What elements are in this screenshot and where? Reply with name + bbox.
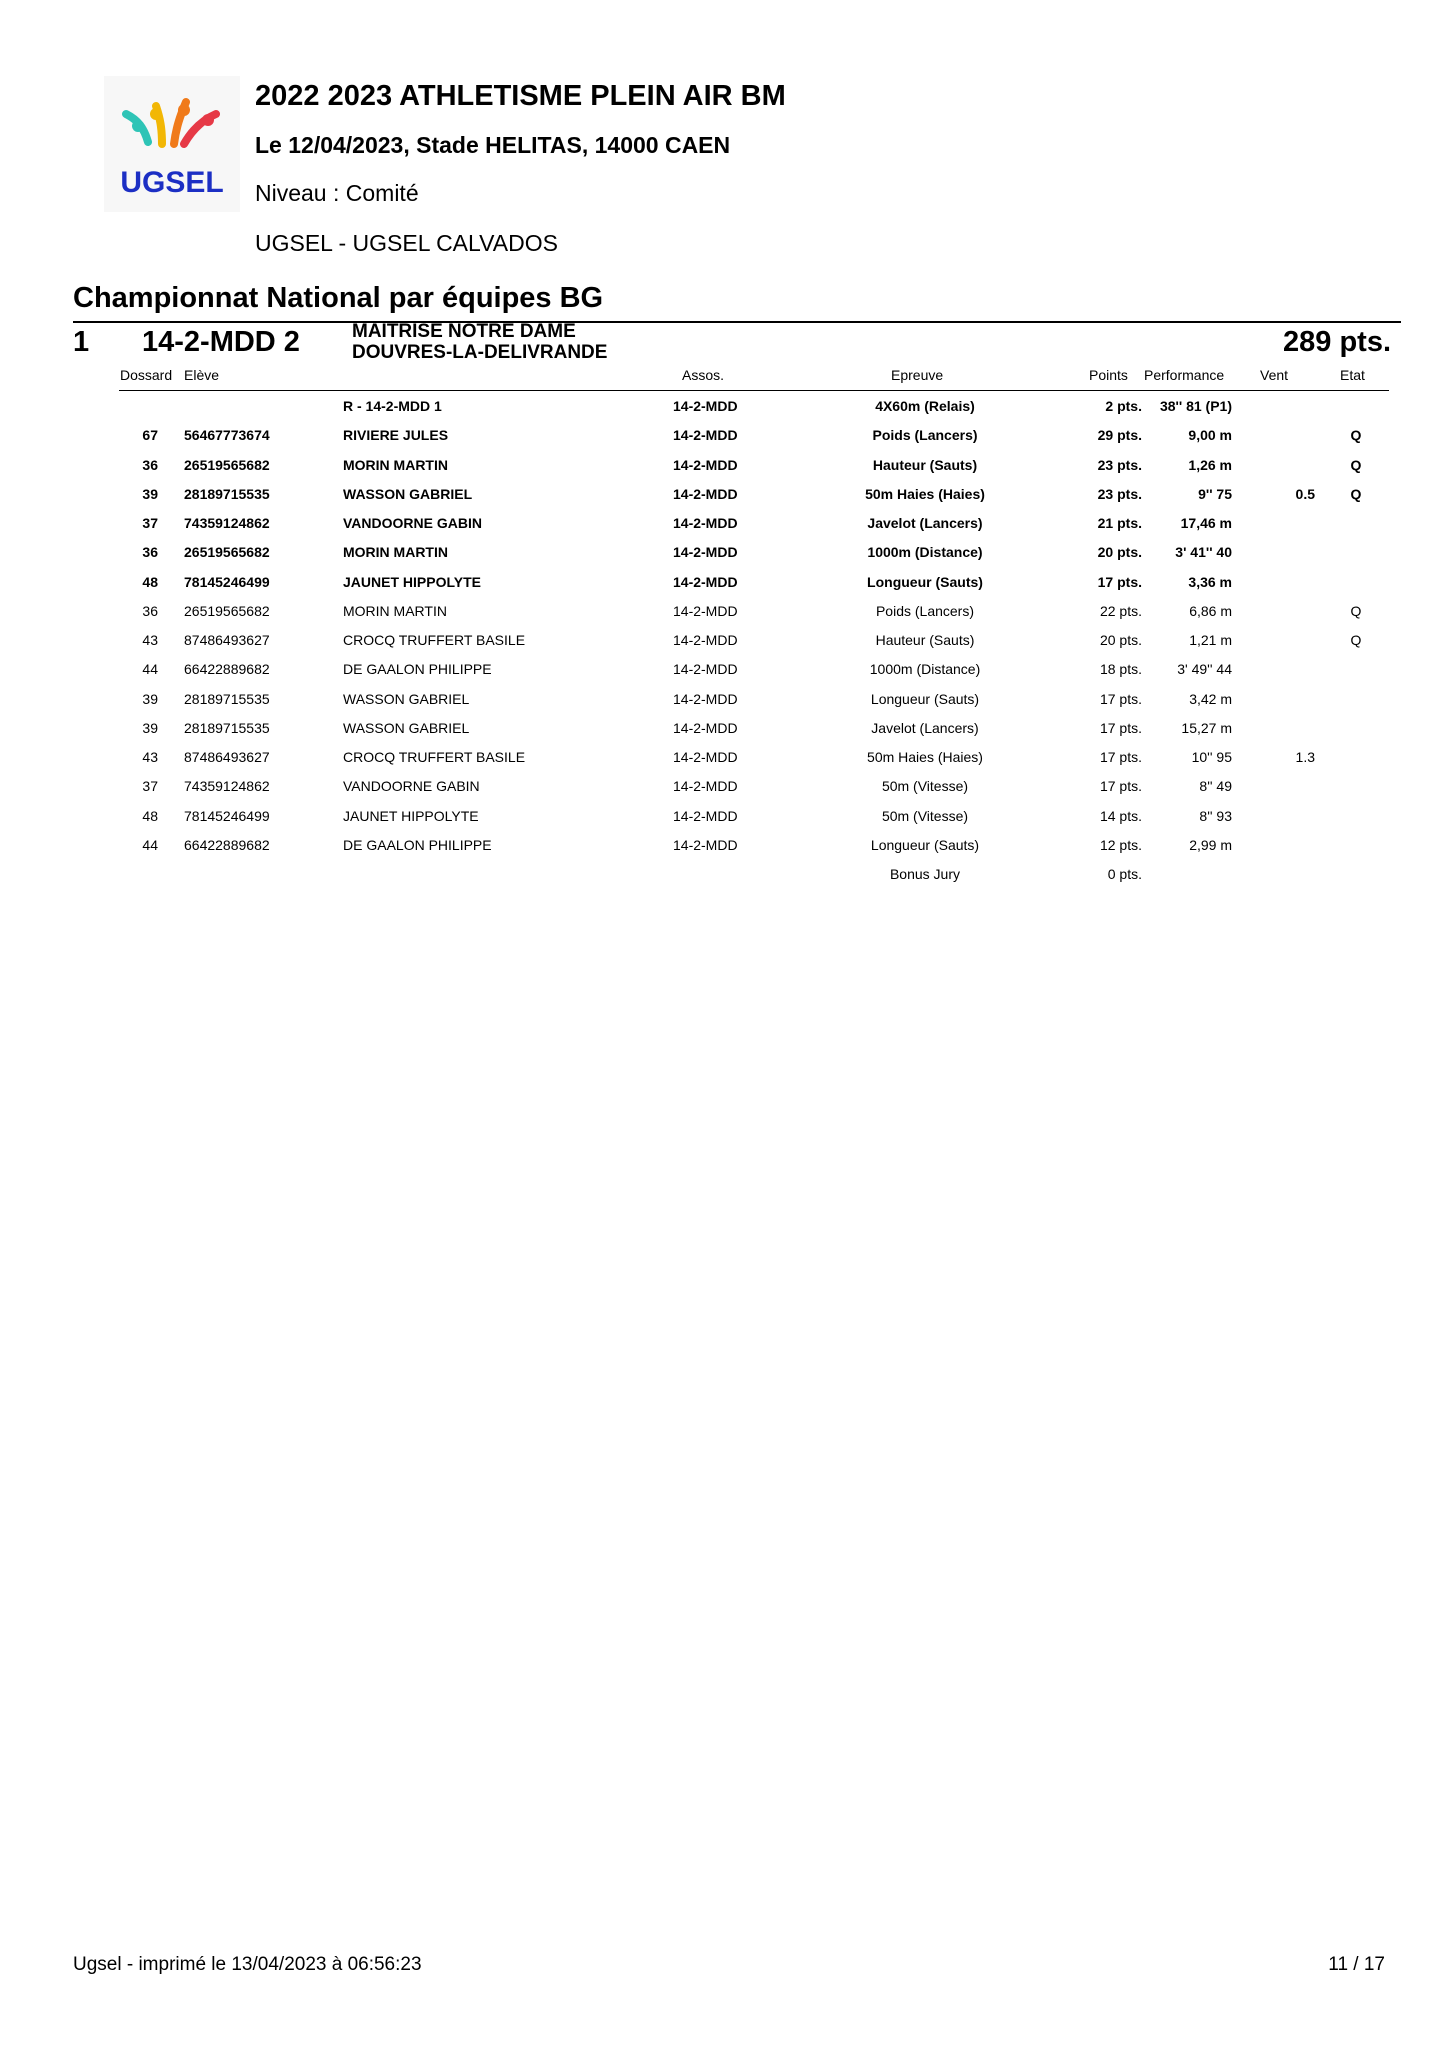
row-performance: 9,00 m [1188,427,1232,444]
row-association: 14-2-MDD [673,690,738,707]
row-performance: 17,46 m [1180,515,1232,531]
row-dossard: 39 [142,719,158,736]
table-row [0,802,1448,831]
row-association: 14-2-MDD [673,836,738,853]
row-student-id: 28189715535 [184,719,270,736]
row-student-id: 28189715535 [184,690,270,707]
row-student-name: DE GAALON PHILIPPE [343,661,492,678]
row-performance: 3' 49'' 44 [1177,661,1232,678]
row-performance: 3,42 m [1189,690,1232,707]
row-performance: 15,27 m [1181,719,1232,736]
row-points: 17 pts. [1097,573,1142,590]
school-city: DOUVRES-LA-DELIVRANDE [352,342,608,363]
row-event: Hauteur (Sauts) [872,456,978,473]
table-row [0,714,1448,743]
column-header-eleve: Elève [184,367,220,383]
row-event: 1000m (Distance) [869,661,981,678]
print-timestamp: Ugsel - imprimé le 13/04/2023 à 06:56:23 [73,1954,422,1975]
row-points: 18 pts. [1099,661,1142,678]
column-header-performance: Performance [1144,367,1225,383]
table-row [0,480,1448,509]
row-points: 17 pts. [1099,778,1142,795]
column-header-dossard: Dossard [120,367,173,383]
page-title: 2022 2023 ATHLETISME PLEIN AIR BM [255,80,786,112]
column-header-vent: Vent [1260,367,1289,383]
table-row [0,860,1448,889]
row-event: Poids (Lancers) [875,602,975,619]
table-row [0,509,1448,538]
row-dossard: 44 [142,836,158,853]
row-association: 14-2-MDD [673,573,738,590]
table-row [0,597,1448,626]
row-student-id: 74359124862 [184,778,270,795]
row-association: 14-2-MDD [673,456,738,473]
row-event: Bonus Jury [889,866,961,882]
row-student-id: 26519565682 [184,602,270,619]
row-status: Q [1350,602,1362,619]
row-points: 29 pts. [1097,427,1142,444]
row-student-id: 28189715535 [184,485,270,502]
row-student-id: 87486493627 [184,632,270,648]
row-student-name: WASSON GABRIEL [343,690,470,707]
row-association: 14-2-MDD [673,807,738,824]
row-student-name: WASSON GABRIEL [343,719,470,736]
table-row [0,772,1448,801]
row-student-name: WASSON GABRIEL [343,485,473,502]
level-label: Niveau : Comité [255,180,419,206]
row-event: 50m (Vitesse) [881,807,969,824]
row-dossard: 37 [142,778,158,795]
organization-label: UGSEL - UGSEL CALVADOS [255,230,558,256]
row-performance: 1,26 m [1188,456,1232,473]
column-header-epreuve: Epreuve [891,367,944,383]
row-student-id: 66422889682 [184,661,270,678]
school-name: MAITRISE NOTRE DAME [352,321,576,342]
row-points: 21 pts. [1097,515,1142,531]
row-student-name: MORIN MARTIN [343,456,448,473]
row-association: 14-2-MDD [673,515,738,531]
row-performance: 8'' 93 [1199,807,1232,824]
row-dossard: 43 [142,632,158,648]
row-points: 22 pts. [1099,602,1142,619]
row-student-name: MORIN MARTIN [343,544,448,561]
row-dossard: 37 [142,515,158,531]
table-row [0,831,1448,860]
row-event: Poids (Lancers) [872,427,978,444]
row-student-id: 78145246499 [184,573,270,590]
row-dossard: 67 [142,427,158,444]
table-row [0,538,1448,567]
row-points: 23 pts. [1097,485,1142,502]
table-row [0,685,1448,714]
table-row [0,655,1448,684]
row-performance: 8'' 49 [1199,778,1232,795]
row-association: 14-2-MDD [673,427,738,444]
team-code: 14-2-MDD 2 [142,326,300,358]
row-student-id: 74359124862 [184,515,270,531]
row-student-id: 26519565682 [184,544,270,561]
table-header-divider [119,390,1389,391]
row-performance: 2,99 m [1189,836,1232,853]
row-points: 0 pts. [1107,866,1142,882]
row-association: 14-2-MDD [673,398,738,414]
row-association: 14-2-MDD [673,544,738,561]
ugsel-logo [104,76,240,212]
row-dossard: 36 [142,456,158,473]
row-event: Longueur (Sauts) [870,690,980,707]
row-student-id: 66422889682 [184,836,270,853]
row-performance: 3' 41'' 40 [1175,544,1232,561]
row-status: Q [1350,485,1362,502]
row-performance: 9'' 75 [1198,485,1232,502]
row-student-name: R - 14-2-MDD 1 [343,398,442,414]
row-points: 20 pts. [1097,544,1142,561]
row-dossard: 39 [142,690,158,707]
row-status: Q [1350,456,1362,473]
row-event: 4X60m (Relais) [875,398,975,414]
row-event: 50m Haies (Haies) [865,485,985,502]
row-event: Longueur (Sauts) [867,573,983,590]
event-date-location: Le 12/04/2023, Stade HELITAS, 14000 CAEN [255,132,731,158]
table-row [0,392,1448,421]
row-dossard: 44 [142,661,158,678]
row-student-id: 87486493627 [184,749,270,765]
row-dossard: 48 [142,807,158,824]
row-points: 17 pts. [1099,690,1142,707]
row-points: 17 pts. [1099,749,1142,765]
row-dossard: 39 [142,485,158,502]
row-student-name: VANDOORNE GABIN [343,515,482,531]
team-total-points: 289 pts. [1283,326,1391,358]
row-association: 14-2-MDD [673,485,738,502]
row-wind: 0.5 [1295,485,1315,502]
row-association: 14-2-MDD [673,661,738,678]
row-association: 14-2-MDD [673,602,738,619]
row-dossard: 43 [142,749,158,765]
row-performance: 38'' 81 (P1) [1159,398,1232,414]
row-points: 14 pts. [1099,807,1142,824]
row-student-name: RIVIERE JULES [343,427,449,444]
table-row [0,626,1448,655]
row-student-name: VANDOORNE GABIN [343,778,480,795]
row-points: 12 pts. [1099,836,1142,853]
row-performance: 6,86 m [1189,602,1232,619]
table-row [0,451,1448,480]
logo-text: UGSEL [120,166,224,199]
row-points: 17 pts. [1099,719,1142,736]
row-association: 14-2-MDD [673,749,738,765]
team-rank: 1 [73,326,90,358]
row-points: 20 pts. [1099,632,1142,648]
page-number: 11 / 17 [1328,1954,1385,1975]
section-divider [73,321,1401,323]
row-student-name: JAUNET HIPPOLYTE [343,807,479,824]
row-wind: 1.3 [1295,749,1315,765]
row-event: 50m (Vitesse) [881,778,969,795]
row-student-name: DE GAALON PHILIPPE [343,836,492,853]
row-status: Q [1350,427,1362,444]
row-performance: 10'' 95 [1191,749,1232,765]
row-event: Javelot (Lancers) [867,515,983,531]
row-association: 14-2-MDD [673,719,738,736]
row-dossard: 36 [142,544,158,561]
row-performance: 1,21 m [1189,632,1232,648]
column-header-assos: Assos. [682,367,725,383]
row-dossard: 48 [142,573,158,590]
column-header-points: Points [1089,367,1128,383]
row-student-name: CROCQ TRUFFERT BASILE [343,749,526,765]
row-student-name: MORIN MARTIN [343,602,447,619]
championship-title: Championnat National par équipes BG [73,282,604,314]
column-header-etat: Etat [1340,367,1365,383]
row-event: Hauteur (Sauts) [875,632,975,648]
row-event: 50m Haies (Haies) [867,749,983,765]
row-status: Q [1350,632,1362,648]
row-points: 2 pts. [1105,398,1142,414]
row-student-id: 26519565682 [184,456,270,473]
table-row [0,743,1448,772]
row-association: 14-2-MDD [673,778,738,795]
row-points: 23 pts. [1097,456,1142,473]
row-event: Javelot (Lancers) [871,719,979,736]
row-event: 1000m (Distance) [867,544,983,561]
row-event: Longueur (Sauts) [870,836,980,853]
row-student-name: CROCQ TRUFFERT BASILE [343,632,526,648]
ugsel-logo-figures-icon [104,76,240,212]
table-row [0,568,1448,597]
row-student-id: 56467773674 [184,427,270,444]
row-dossard: 36 [142,602,158,619]
row-performance: 3,36 m [1188,573,1232,590]
row-student-id: 78145246499 [184,807,270,824]
row-association: 14-2-MDD [673,632,738,648]
row-student-name: JAUNET HIPPOLYTE [343,573,481,590]
table-row [0,421,1448,450]
